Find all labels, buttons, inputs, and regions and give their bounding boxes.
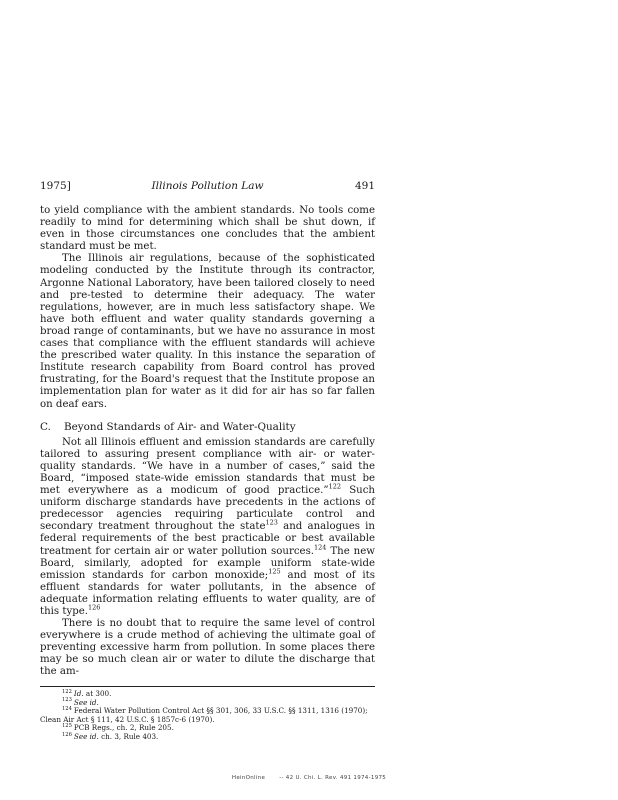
footnote xyxy=(40,707,375,724)
footnote-ref[interactable]: 125 xyxy=(268,567,281,576)
footnote-ref[interactable]: 123 xyxy=(265,518,278,527)
footnote-italic: See id. xyxy=(73,697,99,707)
footnote-italic: Id. xyxy=(73,689,84,698)
footnote-ref[interactable]: 124 xyxy=(314,543,327,552)
footnote-number: 126 xyxy=(62,731,72,738)
footnote-divider xyxy=(40,686,375,687)
section-title: Beyond Standards of Air- and Water-Quality xyxy=(64,420,296,433)
footnotes xyxy=(40,690,375,742)
paragraph: The Illinois air regulations, because of the sophisticated modeling conducted by the Institute through its contractor, Argonne National Laboratory, have been tailored closely to need and pre-tested to determine their adequacy. The water regulations, however, are in much less satisfactory shape. We have both effluent and water quality standards governing a broad range of contaminants, but we have no assurance in most cases that compliance with the effluent standards will achieve the prescribed water quality. In this instance the separation of Institute research capability from Board control has proved frustrating, for the Board's request that the Institute propose an implementation plan for water as it did for air has so far fallen on deaf ears. xyxy=(40,253,375,410)
footnote-number: 125 xyxy=(62,722,72,729)
section-letter: C. xyxy=(40,420,51,433)
paragraph-text: and analogues in federal requirements of the best practicable or best available treatment for certain air or water pollution sources. xyxy=(40,521,375,557)
footer-citation: -- 42 U. Chi. L. Rev. 491 1974-1975 xyxy=(279,775,387,781)
footnote-number: 124 xyxy=(62,705,72,712)
page-footer xyxy=(0,775,618,781)
paragraph-text: Such uniform discharge standards have precedents in the actions of predecessor agencies requiring particulate control and secondary treatment throughout the state xyxy=(40,485,375,533)
body-text xyxy=(40,205,375,679)
footnote-number: 122 xyxy=(62,688,72,695)
running-head-title: Illinois Pollution Law xyxy=(151,180,264,192)
paragraph xyxy=(40,437,375,618)
footer-brand: HeinOnline xyxy=(231,775,266,781)
footnote-italic: See id. xyxy=(73,731,99,741)
footnote-text: Federal Water Pollution Control Act §§ 301, 306, 33 U.S.C. §§ 1311, 1316 (1970); Clean Air Act § 111, 42 U.S.C. § 1857c-6 (1970). xyxy=(40,706,368,724)
paragraph-text: and most of its effluent standards for water pollutants, in the absence of adequate information relating effluents to water quality, are of this type. xyxy=(40,569,375,617)
page-number: 491 xyxy=(354,180,375,192)
paragraph-text: The new Board, similarly, adopted for example uniform state-wide emission standards for carbon monoxide; xyxy=(40,545,375,581)
footnote-number: 123 xyxy=(62,697,72,704)
footnote-text: ch. 3, Rule 403. xyxy=(98,731,159,741)
paragraph: There is no doubt that to require the same level of control everywhere is a crude method of achieving the ultimate goal of preventing excessive harm from pollution. In some places there may be so much clean air or water to dilute the discharge that the am- xyxy=(40,618,375,678)
footnote-ref[interactable]: 126 xyxy=(88,603,101,612)
footnote-text: PCB Regs., ch. 2, Rule 205. xyxy=(73,723,174,733)
paragraph-text: Not all Illinois effluent and emission standards are carefully tailored to assuring present compliance with air- or water-quality standards. “We have in a number of cases,” said the Board, “imposed state-wide emission standards that must be met everywhere as a modicum of good practice.” xyxy=(40,436,375,497)
footnote-ref[interactable]: 122 xyxy=(328,482,341,491)
paragraph: to yield compliance with the ambient standards. No tools come readily to mind for determining which shall be shut down, if even in those circumstances one concludes that the ambient standard must be met. xyxy=(40,205,375,253)
running-head-year: 1975] xyxy=(40,180,71,192)
running-head xyxy=(40,180,375,194)
footnote xyxy=(40,733,375,742)
footnote-text: at 300. xyxy=(83,689,112,698)
section-heading xyxy=(40,421,375,433)
